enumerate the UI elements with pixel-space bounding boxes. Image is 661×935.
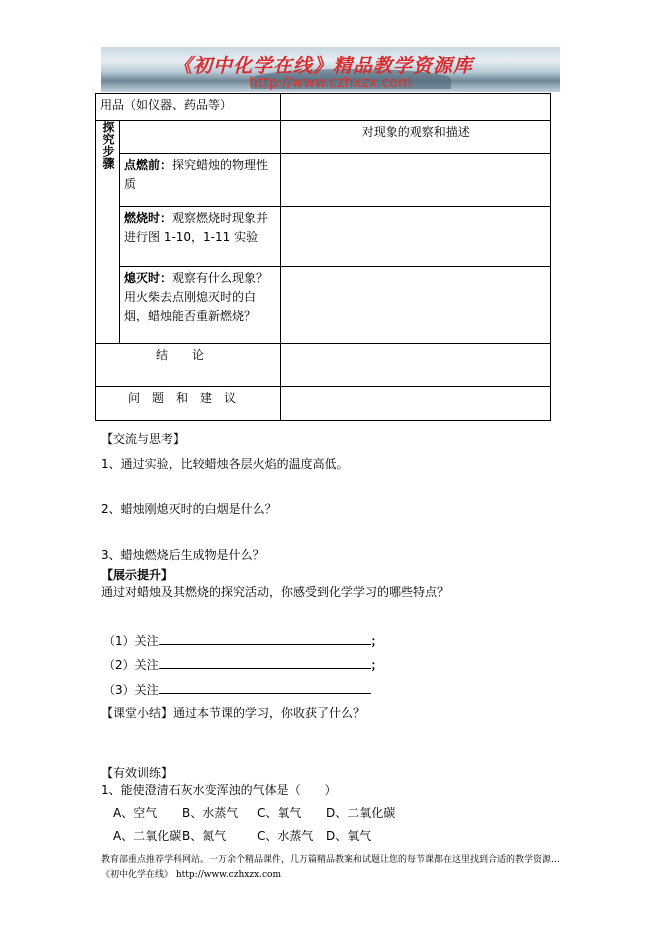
observation-header: 对现象的观察和描述 bbox=[281, 121, 551, 154]
focus-item-2: （2）关注 ； bbox=[103, 658, 383, 672]
exchange-q3: 3、蜡烛燃烧后生成物是什么？ bbox=[101, 548, 265, 562]
training-heading: 【有效训练】 bbox=[101, 766, 174, 780]
option-2c: C、水蒸气 bbox=[257, 829, 314, 843]
footer-url[interactable]: http://www.czhxzx.com bbox=[175, 870, 282, 880]
step-after: 熄灭时：观察有什么现象？用火柴去点刚熄灭时的白烟，蜡烛能否重新燃烧？ bbox=[120, 267, 281, 344]
supplies-label: 用品（如仪器、药品等） bbox=[96, 94, 281, 121]
observation-after[interactable] bbox=[281, 267, 551, 344]
exchange-heading: 【交流与思考】 bbox=[101, 432, 186, 446]
option-1a: A、空气 bbox=[113, 806, 158, 820]
conclusion-cell[interactable] bbox=[281, 344, 551, 387]
exchange-q1: 1、通过实验，比较蜡烛各层火焰的温度高低。 bbox=[101, 457, 349, 471]
answer-blank-2[interactable] bbox=[159, 656, 371, 669]
focus-item-1: （1）关注 ； bbox=[103, 634, 383, 648]
observation-during[interactable] bbox=[281, 207, 551, 267]
option-2d: D、氧气 bbox=[326, 829, 372, 843]
step-during: 燃烧时：观察燃烧时现象并进行图 1-10，1-11 实验 bbox=[120, 207, 281, 267]
option-2b: B、氮气 bbox=[182, 829, 227, 843]
step-before: 点燃前：探究蜡烛的物理性质 bbox=[120, 154, 281, 207]
suggestion-label: 问 题 和 建 议 bbox=[96, 387, 281, 421]
answer-blank-1[interactable] bbox=[159, 632, 371, 645]
experiment-table bbox=[95, 93, 551, 421]
step-header-blank bbox=[120, 121, 281, 154]
summary: 【课堂小结】通过本节课的学习，你收获了什么？ bbox=[101, 706, 366, 720]
suggestion-cell[interactable] bbox=[281, 387, 551, 421]
banner-title: 《初中化学在线》精品教学资源库 bbox=[173, 55, 474, 77]
training-q1: 1、能使澄清石灰水变浑浊的气体是（ ） bbox=[101, 783, 337, 797]
option-1b: B、水蒸气 bbox=[182, 806, 239, 820]
steps-label: 探究步骤 bbox=[96, 121, 120, 344]
display-heading: 【展示提升】 bbox=[101, 568, 174, 582]
supplies-cell[interactable] bbox=[281, 94, 551, 121]
banner-url: http://www.czhxzx.com bbox=[249, 75, 412, 91]
answer-blank-3[interactable] bbox=[159, 681, 371, 694]
option-1d: D、二氧化碳 bbox=[326, 806, 396, 820]
exchange-q2: 2、蜡烛刚熄灭时的白烟是什么？ bbox=[101, 502, 277, 516]
footer: 教育部重点推荐学科网站。一万余个精品课件，几万篇精品教案和试题让您的每节课都在这里找到合适的教学资源…《初中化学在线》 http://www.czhxzx.com bbox=[101, 855, 561, 880]
header-banner bbox=[101, 47, 560, 92]
option-1c: C、氧气 bbox=[257, 806, 302, 820]
display-question: 通过对蜡烛及其燃烧的探究活动，你感受到化学学习的哪些特点？ bbox=[101, 585, 450, 599]
observation-before[interactable] bbox=[281, 154, 551, 207]
conclusion-label: 结 论 bbox=[96, 344, 281, 387]
focus-item-3: （3）关注 bbox=[103, 681, 371, 698]
option-2a: A、二氧化碳 bbox=[113, 829, 182, 843]
